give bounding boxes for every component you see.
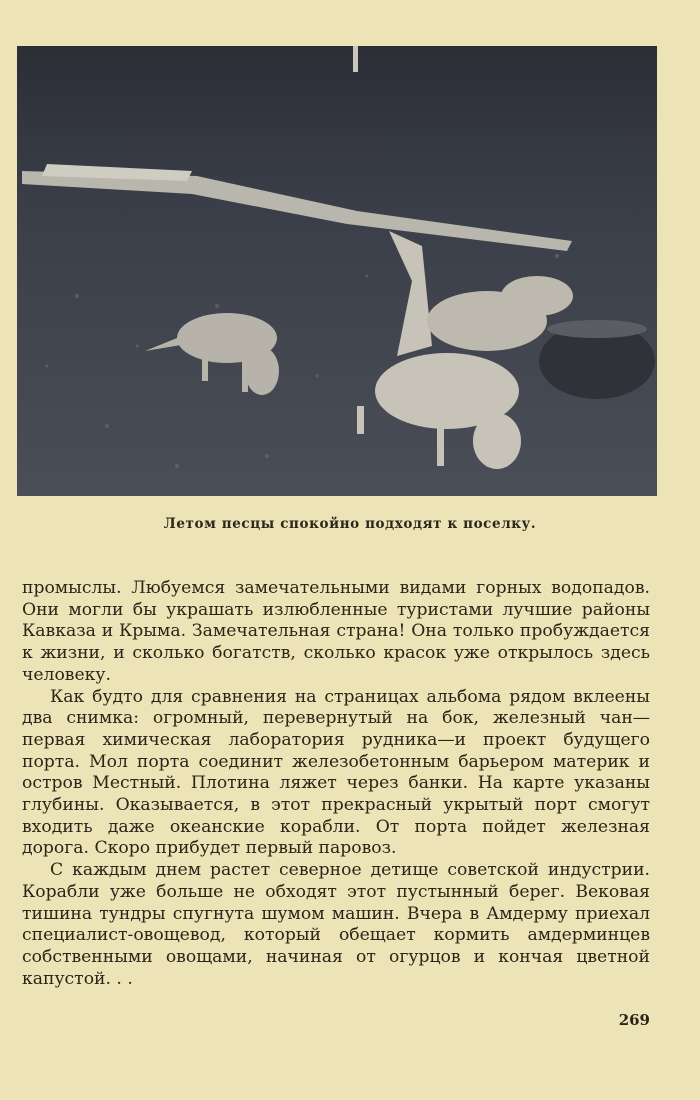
arctic-foxes-photo <box>17 46 657 496</box>
paragraph: Как будто для сравнения на страницах альбома рядом вклеены два снимка: огромный, перевернутый на бок, железный чан—первая химическая лаборатория рудника—и проект будущего порта. Мол порта соединит железобетонным барьером материк и остров Местный. Плотина ляжет через банки. На карте указаны глубины. Оказывается, в этот прекрасный укрытый порт смогут входить даже океанские корабли. От порта пойдет железная дорога. Скоро прибудет первый паровоз. <box>22 686 650 859</box>
body-text <box>22 578 650 990</box>
figure-caption: Летом песцы спокойно подходят к поселку. <box>163 516 537 532</box>
page-number: 269 <box>618 1011 650 1029</box>
paragraph: С каждым днем растет северное детище советской индустрии. Корабли уже больше не обходят этот пустынный берег. Вековая тишина тундры спугнута шумом машин. Вчера в Амдерму приехал специалист-овощевод, который обещает кормить амдерминцев собственными овощами, начиная от огурцов и кончая цветной капустой. . . <box>22 860 650 989</box>
paragraph: промыслы. Любуемся замечательными видами горных водопадов. Они могли бы украшать излюбленные туристами лучшие районы Кавказа и Крыма. Замечательная страна! Она только пробуждается к жизни, и сколько богатств, сколько красок уже открылось здесь человеку. <box>22 578 650 685</box>
